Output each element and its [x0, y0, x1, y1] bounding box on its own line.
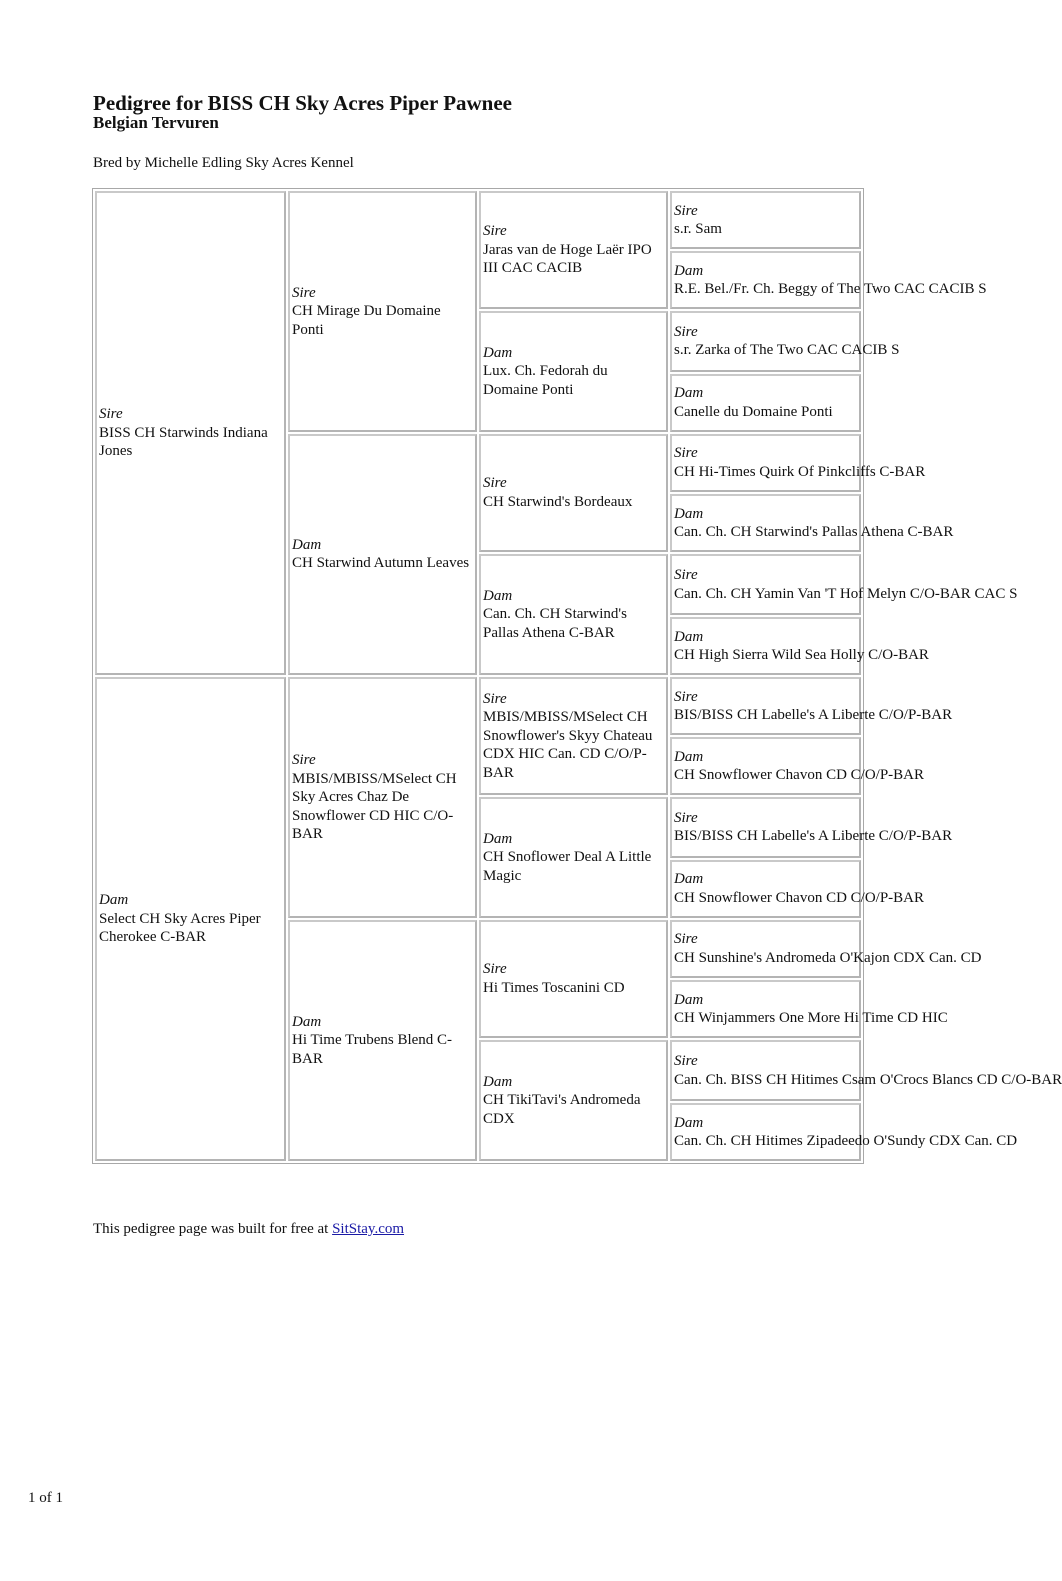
pedigree-cell [670, 434, 926, 493]
dog-name: Can. Ch. CH Yamin Van 'T Hof Melyn C/O-BAR CAC S [674, 585, 1018, 602]
dog-name: s.r. Zarka of The Two CAC CACIB S [674, 342, 900, 359]
dog-name: CH Winjammers One More Hi Time CD HIC [674, 1010, 948, 1027]
pedigree-cell [670, 251, 987, 309]
pedigree-cell [670, 737, 925, 795]
dog-name: CH Snowflower Chavon CD C/O/P-BAR [674, 767, 925, 783]
dog-name: Lux. Ch. Fedorah du Domaine Ponti [483, 363, 608, 398]
pedigree-cell [479, 554, 668, 675]
role-label: Dam [674, 871, 704, 888]
role-label: Dam [292, 536, 322, 553]
pedigree-cell [670, 920, 982, 979]
dog-name: R.E. Bel./Fr. Ch. Beggy of The Two CAC CACIB S [674, 281, 987, 297]
dog-name: BIS/BISS CH Labelle's A Liberte C/O/P-BAR [674, 707, 953, 723]
breeder-line: Bred by Michelle Edling Sky Acres Kennel [93, 155, 354, 171]
dog-name: MBIS/MBISS/MSelect CH Sky Acres Chaz De Snowflower CD HIC C/O-BAR [292, 770, 457, 843]
dog-name: BIS/BISS CH Labelle's A Liberte C/O/P-BAR [674, 828, 953, 845]
role-label: Dam [674, 262, 704, 279]
role-label: Sire [674, 445, 698, 462]
pedigree-cell [670, 860, 925, 918]
pedigree-cell [479, 191, 668, 309]
pedigree-cell [670, 191, 861, 249]
dog-name: BISS CH Starwinds Indiana Jones [99, 424, 268, 460]
pedigree-cell [479, 311, 668, 432]
dog-name: Hi Time Trubens Blend C-BAR [292, 1032, 453, 1067]
pedigree-cell [670, 617, 929, 675]
role-label: Dam [483, 344, 513, 361]
page-indicator: 1 of 1 [28, 1490, 63, 1506]
role-label: Sire [674, 323, 698, 340]
pedigree-cell [288, 434, 477, 675]
pedigree-cell [479, 434, 668, 553]
dog-name: CH Mirage Du Domaine Ponti [292, 303, 441, 338]
role-label: Sire [483, 961, 507, 978]
pedigree-cell [479, 677, 668, 795]
pedigree-cell [670, 1103, 1018, 1161]
role-label: Sire [483, 223, 507, 240]
footer-text: This pedigree page was built for free at [93, 1221, 329, 1237]
dog-name: CH Starwind's Bordeaux [483, 493, 633, 510]
role-label: Sire [292, 284, 316, 301]
pedigree-cell [479, 797, 668, 918]
dog-name: CH Snoflower Deal A Little Magic [483, 849, 652, 884]
dog-name: Select CH Sky Acres Piper Cherokee C-BAR [99, 910, 261, 946]
pedigree-cell [479, 1040, 668, 1161]
role-label: Sire [292, 752, 316, 769]
role-label: Sire [483, 475, 507, 492]
role-label: Dam [99, 892, 129, 909]
role-label: Sire [674, 809, 698, 826]
dog-name: s.r. Sam [674, 221, 722, 237]
role-label: Sire [674, 1053, 698, 1070]
dog-name: Canelle du Domaine Ponti [674, 403, 833, 420]
dog-name: CH High Sierra Wild Sea Holly C/O-BAR [674, 647, 929, 663]
role-label: Dam [483, 1073, 513, 1090]
role-label: Dam [483, 587, 513, 604]
pedigree-cell [670, 1040, 1062, 1101]
pedigree-cell [479, 920, 668, 1039]
pedigree-cell [288, 920, 477, 1161]
dog-name: Can. Ch. BISS CH Hitimes Csam O'Crocs Blancs CD C/O-BAR [674, 1071, 1062, 1088]
dog-name: MBIS/MBISS/MSelect CH Snowflower's Skyy Chateau CDX HIC Can. CD C/O/P-BAR [483, 709, 653, 781]
footer-note [93, 1219, 404, 1239]
dog-name: Hi Times Toscanini CD [483, 979, 625, 996]
dog-name: Can. Ch. CH Hitimes Zipadeedo O'Sundy CDX Can. CD [674, 1133, 1018, 1149]
pedigree-cell [670, 677, 953, 735]
dog-name: CH Hi-Times Quirk Of Pinkcliffs C-BAR [674, 463, 926, 480]
pedigree-cell [95, 677, 286, 1161]
role-label: Dam [674, 991, 704, 1008]
role-label: Dam [674, 748, 704, 765]
role-label: Dam [674, 1114, 704, 1131]
role-label: Dam [674, 385, 704, 402]
dog-name: CH Starwind Autumn Leaves [292, 555, 470, 572]
breed-subtitle: Belgian Tervuren [93, 113, 219, 132]
dog-name: Can. Ch. CH Starwind's Pallas Athena C-BAR [674, 524, 954, 541]
pedigree-cell [95, 191, 286, 675]
role-label: Sire [674, 567, 698, 584]
dog-name: Jaras van de Hoge Laër IPO III CAC CACIB [483, 241, 652, 277]
role-label: Dam [674, 505, 704, 522]
role-label: Sire [674, 688, 698, 705]
pedigree-cell [288, 191, 477, 432]
pedigree-cell [670, 980, 948, 1038]
role-label: Sire [674, 202, 698, 219]
dog-name: Can. Ch. CH Starwind's Pallas Athena C-BAR [483, 606, 627, 641]
sitstay-link[interactable]: SitStay.com [332, 1221, 405, 1237]
pedigree-cell [670, 554, 1018, 615]
pedigree-table [92, 188, 1062, 1164]
pedigree-cell [670, 797, 953, 858]
role-label: Dam [483, 830, 513, 847]
role-label: Sire [483, 690, 507, 707]
dog-name: CH TikiTavi's Andromeda CDX [483, 1092, 641, 1127]
pedigree-cell [670, 374, 861, 432]
dog-name: CH Sunshine's Andromeda O'Kajon CDX Can. CD [674, 949, 982, 966]
pedigree-cell [288, 677, 477, 918]
role-label: Dam [292, 1013, 322, 1030]
pedigree-cell [670, 494, 954, 552]
role-label: Dam [674, 628, 704, 645]
role-label: Sire [674, 931, 698, 948]
page-title: Pedigree for BISS CH Sky Acres Piper Pawnee [93, 91, 513, 115]
dog-name: CH Snowflower Chavon CD C/O/P-BAR [674, 889, 925, 906]
pedigree-cell [670, 311, 900, 372]
role-label: Sire [99, 406, 123, 423]
